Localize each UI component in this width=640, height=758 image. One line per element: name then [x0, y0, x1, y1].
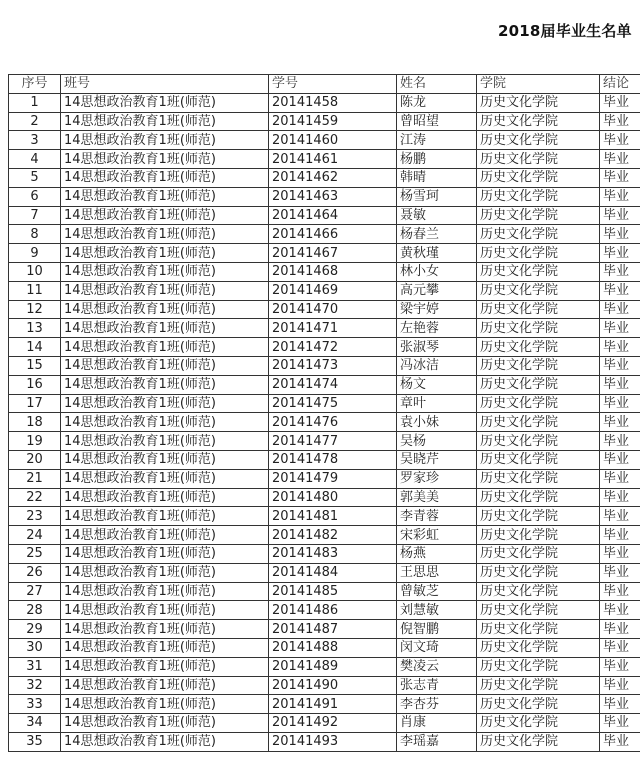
- cell-result: 毕业: [600, 356, 640, 375]
- table-row: [9, 225, 640, 244]
- cell-college: 历史文化学院: [477, 714, 600, 733]
- cell-result: 毕业: [600, 281, 640, 300]
- cell-student-id: 20141459: [269, 112, 397, 131]
- table-row: [9, 281, 640, 300]
- cell-result: 毕业: [600, 695, 640, 714]
- table-row: [9, 413, 640, 432]
- cell-seq: 5: [9, 168, 61, 187]
- cell-result: 毕业: [600, 244, 640, 263]
- cell-student-id: 20141488: [269, 638, 397, 657]
- cell-seq: 28: [9, 601, 61, 620]
- cell-name: 章叶: [397, 394, 477, 413]
- cell-class: 14思想政治教育1班(师范): [61, 225, 269, 244]
- table-row: [9, 168, 640, 187]
- cell-seq: 10: [9, 262, 61, 281]
- header-class: 班号: [61, 75, 269, 94]
- table-row: [9, 150, 640, 169]
- cell-student-id: 20141470: [269, 300, 397, 319]
- cell-student-id: 20141493: [269, 732, 397, 751]
- cell-class: 14思想政治教育1班(师范): [61, 695, 269, 714]
- cell-student-id: 20141464: [269, 206, 397, 225]
- table-row: [9, 714, 640, 733]
- cell-college: 历史文化学院: [477, 413, 600, 432]
- cell-class: 14思想政治教育1班(师范): [61, 657, 269, 676]
- cell-seq: 27: [9, 582, 61, 601]
- cell-class: 14思想政治教育1班(师范): [61, 488, 269, 507]
- cell-class: 14思想政治教育1班(师范): [61, 168, 269, 187]
- cell-student-id: 20141483: [269, 544, 397, 563]
- cell-name: 杨春兰: [397, 225, 477, 244]
- table-row: [9, 620, 640, 639]
- cell-result: 毕业: [600, 131, 640, 150]
- cell-college: 历史文化学院: [477, 262, 600, 281]
- table-row: [9, 375, 640, 394]
- cell-result: 毕业: [600, 225, 640, 244]
- cell-college: 历史文化学院: [477, 187, 600, 206]
- cell-name: 曾昭望: [397, 112, 477, 131]
- cell-result: 毕业: [600, 657, 640, 676]
- cell-result: 毕业: [600, 413, 640, 432]
- cell-name: 陈龙: [397, 93, 477, 112]
- cell-result: 毕业: [600, 300, 640, 319]
- cell-college: 历史文化学院: [477, 657, 600, 676]
- table-row: [9, 356, 640, 375]
- cell-name: 樊凌云: [397, 657, 477, 676]
- cell-class: 14思想政治教育1班(师范): [61, 281, 269, 300]
- cell-student-id: 20141462: [269, 168, 397, 187]
- cell-college: 历史文化学院: [477, 544, 600, 563]
- cell-result: 毕业: [600, 319, 640, 338]
- cell-result: 毕业: [600, 469, 640, 488]
- cell-seq: 12: [9, 300, 61, 319]
- cell-class: 14思想政治教育1班(师范): [61, 394, 269, 413]
- table-row: [9, 695, 640, 714]
- cell-college: 历史文化学院: [477, 375, 600, 394]
- cell-student-id: 20141485: [269, 582, 397, 601]
- table-row: [9, 206, 640, 225]
- table-row: [9, 582, 640, 601]
- cell-seq: 18: [9, 413, 61, 432]
- cell-student-id: 20141460: [269, 131, 397, 150]
- cell-college: 历史文化学院: [477, 582, 600, 601]
- cell-student-id: 20141489: [269, 657, 397, 676]
- cell-student-id: 20141471: [269, 319, 397, 338]
- cell-class: 14思想政治教育1班(师范): [61, 413, 269, 432]
- cell-class: 14思想政治教育1班(师范): [61, 732, 269, 751]
- cell-seq: 19: [9, 432, 61, 451]
- cell-student-id: 20141482: [269, 526, 397, 545]
- cell-name: 郭美美: [397, 488, 477, 507]
- cell-name: 曾敏芝: [397, 582, 477, 601]
- cell-name: 吴杨: [397, 432, 477, 451]
- cell-result: 毕业: [600, 620, 640, 639]
- cell-name: 左艳蓉: [397, 319, 477, 338]
- table-row: [9, 338, 640, 357]
- cell-class: 14思想政治教育1班(师范): [61, 244, 269, 263]
- table-row: [9, 319, 640, 338]
- cell-result: 毕业: [600, 112, 640, 131]
- cell-name: 韩晴: [397, 168, 477, 187]
- cell-student-id: 20141474: [269, 375, 397, 394]
- cell-college: 历史文化学院: [477, 432, 600, 451]
- cell-class: 14思想政治教育1班(师范): [61, 206, 269, 225]
- cell-name: 黄秋瑾: [397, 244, 477, 263]
- header-seq: 序号: [9, 75, 61, 94]
- cell-seq: 16: [9, 375, 61, 394]
- cell-student-id: 20141478: [269, 450, 397, 469]
- cell-result: 毕业: [600, 206, 640, 225]
- cell-college: 历史文化学院: [477, 488, 600, 507]
- cell-result: 毕业: [600, 526, 640, 545]
- cell-seq: 24: [9, 526, 61, 545]
- cell-name: 冯冰洁: [397, 356, 477, 375]
- cell-student-id: 20141467: [269, 244, 397, 263]
- cell-student-id: 20141484: [269, 563, 397, 582]
- table-row: [9, 563, 640, 582]
- table-row: [9, 488, 640, 507]
- cell-student-id: 20141469: [269, 281, 397, 300]
- cell-college: 历史文化学院: [477, 244, 600, 263]
- cell-class: 14思想政治教育1班(师范): [61, 356, 269, 375]
- cell-college: 历史文化学院: [477, 563, 600, 582]
- cell-class: 14思想政治教育1班(师范): [61, 507, 269, 526]
- cell-student-id: 20141472: [269, 338, 397, 357]
- cell-result: 毕业: [600, 563, 640, 582]
- cell-college: 历史文化学院: [477, 695, 600, 714]
- header-college: 学院: [477, 75, 600, 94]
- cell-college: 历史文化学院: [477, 394, 600, 413]
- cell-college: 历史文化学院: [477, 281, 600, 300]
- cell-seq: 34: [9, 714, 61, 733]
- cell-class: 14思想政治教育1班(师范): [61, 300, 269, 319]
- cell-seq: 9: [9, 244, 61, 263]
- table-row: [9, 300, 640, 319]
- cell-college: 历史文化学院: [477, 225, 600, 244]
- cell-name: 张淑琴: [397, 338, 477, 357]
- cell-class: 14思想政治教育1班(师范): [61, 93, 269, 112]
- cell-seq: 30: [9, 638, 61, 657]
- cell-name: 罗家珍: [397, 469, 477, 488]
- cell-class: 14思想政治教育1班(师范): [61, 187, 269, 206]
- cell-seq: 35: [9, 732, 61, 751]
- header-row: [9, 75, 640, 94]
- cell-college: 历史文化学院: [477, 469, 600, 488]
- cell-student-id: 20141477: [269, 432, 397, 451]
- cell-class: 14思想政治教育1班(师范): [61, 112, 269, 131]
- cell-result: 毕业: [600, 544, 640, 563]
- cell-college: 历史文化学院: [477, 450, 600, 469]
- cell-class: 14思想政治教育1班(师范): [61, 262, 269, 281]
- cell-college: 历史文化学院: [477, 319, 600, 338]
- cell-class: 14思想政治教育1班(师范): [61, 469, 269, 488]
- cell-result: 毕业: [600, 450, 640, 469]
- cell-college: 历史文化学院: [477, 300, 600, 319]
- graduate-roster-table: [8, 74, 640, 752]
- cell-result: 毕业: [600, 582, 640, 601]
- table-row: [9, 432, 640, 451]
- table-row: [9, 657, 640, 676]
- cell-result: 毕业: [600, 375, 640, 394]
- cell-student-id: 20141458: [269, 93, 397, 112]
- cell-name: 杨鹏: [397, 150, 477, 169]
- cell-name: 袁小妹: [397, 413, 477, 432]
- cell-student-id: 20141487: [269, 620, 397, 639]
- table-row: [9, 244, 640, 263]
- cell-name: 聂敏: [397, 206, 477, 225]
- cell-seq: 8: [9, 225, 61, 244]
- cell-class: 14思想政治教育1班(师范): [61, 150, 269, 169]
- cell-result: 毕业: [600, 187, 640, 206]
- cell-result: 毕业: [600, 168, 640, 187]
- cell-seq: 32: [9, 676, 61, 695]
- cell-seq: 2: [9, 112, 61, 131]
- table-row: [9, 676, 640, 695]
- cell-student-id: 20141468: [269, 262, 397, 281]
- cell-student-id: 20141466: [269, 225, 397, 244]
- cell-seq: 23: [9, 507, 61, 526]
- cell-student-id: 20141476: [269, 413, 397, 432]
- cell-seq: 15: [9, 356, 61, 375]
- cell-college: 历史文化学院: [477, 676, 600, 695]
- cell-seq: 3: [9, 131, 61, 150]
- cell-college: 历史文化学院: [477, 526, 600, 545]
- cell-student-id: 20141473: [269, 356, 397, 375]
- table-row: [9, 131, 640, 150]
- table-row: [9, 526, 640, 545]
- cell-class: 14思想政治教育1班(师范): [61, 714, 269, 733]
- table-row: [9, 638, 640, 657]
- table-row: [9, 732, 640, 751]
- cell-student-id: 20141461: [269, 150, 397, 169]
- cell-college: 历史文化学院: [477, 93, 600, 112]
- cell-seq: 4: [9, 150, 61, 169]
- cell-college: 历史文化学院: [477, 601, 600, 620]
- cell-result: 毕业: [600, 93, 640, 112]
- table-row: [9, 544, 640, 563]
- cell-class: 14思想政治教育1班(师范): [61, 338, 269, 357]
- cell-result: 毕业: [600, 338, 640, 357]
- cell-name: 高元攀: [397, 281, 477, 300]
- cell-name: 刘慧敏: [397, 601, 477, 620]
- cell-class: 14思想政治教育1班(师范): [61, 601, 269, 620]
- cell-class: 14思想政治教育1班(师范): [61, 544, 269, 563]
- table-row: [9, 394, 640, 413]
- cell-seq: 14: [9, 338, 61, 357]
- cell-result: 毕业: [600, 714, 640, 733]
- table-row: [9, 93, 640, 112]
- table-row: [9, 450, 640, 469]
- cell-name: 宋彩虹: [397, 526, 477, 545]
- cell-class: 14思想政治教育1班(师范): [61, 450, 269, 469]
- cell-college: 历史文化学院: [477, 356, 600, 375]
- header-name: 姓名: [397, 75, 477, 94]
- cell-student-id: 20141463: [269, 187, 397, 206]
- cell-seq: 7: [9, 206, 61, 225]
- cell-seq: 25: [9, 544, 61, 563]
- cell-student-id: 20141491: [269, 695, 397, 714]
- cell-student-id: 20141475: [269, 394, 397, 413]
- cell-name: 李杏芬: [397, 695, 477, 714]
- cell-college: 历史文化学院: [477, 732, 600, 751]
- header-result: 结论: [600, 75, 640, 94]
- cell-class: 14思想政治教育1班(师范): [61, 620, 269, 639]
- cell-class: 14思想政治教育1班(师范): [61, 375, 269, 394]
- cell-result: 毕业: [600, 262, 640, 281]
- cell-seq: 11: [9, 281, 61, 300]
- cell-college: 历史文化学院: [477, 638, 600, 657]
- cell-seq: 31: [9, 657, 61, 676]
- cell-name: 闵文琦: [397, 638, 477, 657]
- cell-seq: 6: [9, 187, 61, 206]
- cell-class: 14思想政治教育1班(师范): [61, 319, 269, 338]
- cell-result: 毕业: [600, 638, 640, 657]
- cell-seq: 20: [9, 450, 61, 469]
- cell-result: 毕业: [600, 432, 640, 451]
- cell-class: 14思想政治教育1班(师范): [61, 582, 269, 601]
- cell-result: 毕业: [600, 488, 640, 507]
- cell-result: 毕业: [600, 507, 640, 526]
- cell-college: 历史文化学院: [477, 507, 600, 526]
- cell-name: 肖康: [397, 714, 477, 733]
- cell-college: 历史文化学院: [477, 131, 600, 150]
- cell-college: 历史文化学院: [477, 206, 600, 225]
- cell-seq: 26: [9, 563, 61, 582]
- cell-student-id: 20141480: [269, 488, 397, 507]
- cell-college: 历史文化学院: [477, 338, 600, 357]
- cell-name: 杨雪珂: [397, 187, 477, 206]
- table-row: [9, 112, 640, 131]
- cell-result: 毕业: [600, 601, 640, 620]
- cell-seq: 21: [9, 469, 61, 488]
- cell-name: 李瑶嘉: [397, 732, 477, 751]
- document-title: 2018届毕业生名单: [498, 22, 632, 40]
- cell-name: 江涛: [397, 131, 477, 150]
- cell-name: 王思思: [397, 563, 477, 582]
- cell-name: 梁宇婷: [397, 300, 477, 319]
- cell-result: 毕业: [600, 150, 640, 169]
- table-row: [9, 601, 640, 620]
- cell-seq: 29: [9, 620, 61, 639]
- cell-college: 历史文化学院: [477, 168, 600, 187]
- cell-class: 14思想政治教育1班(师范): [61, 563, 269, 582]
- cell-class: 14思想政治教育1班(师范): [61, 676, 269, 695]
- cell-college: 历史文化学院: [477, 620, 600, 639]
- cell-class: 14思想政治教育1班(师范): [61, 638, 269, 657]
- cell-student-id: 20141490: [269, 676, 397, 695]
- cell-name: 林小女: [397, 262, 477, 281]
- cell-seq: 17: [9, 394, 61, 413]
- cell-student-id: 20141492: [269, 714, 397, 733]
- cell-seq: 13: [9, 319, 61, 338]
- cell-class: 14思想政治教育1班(师范): [61, 526, 269, 545]
- cell-college: 历史文化学院: [477, 112, 600, 131]
- cell-name: 杨燕: [397, 544, 477, 563]
- cell-college: 历史文化学院: [477, 150, 600, 169]
- cell-student-id: 20141486: [269, 601, 397, 620]
- cell-name: 张志青: [397, 676, 477, 695]
- cell-name: 倪智鹏: [397, 620, 477, 639]
- cell-result: 毕业: [600, 732, 640, 751]
- cell-name: 李青蓉: [397, 507, 477, 526]
- table-row: [9, 262, 640, 281]
- cell-seq: 1: [9, 93, 61, 112]
- cell-class: 14思想政治教育1班(师范): [61, 432, 269, 451]
- cell-seq: 22: [9, 488, 61, 507]
- cell-seq: 33: [9, 695, 61, 714]
- table-row: [9, 187, 640, 206]
- cell-result: 毕业: [600, 394, 640, 413]
- cell-student-id: 20141479: [269, 469, 397, 488]
- table-row: [9, 469, 640, 488]
- cell-class: 14思想政治教育1班(师范): [61, 131, 269, 150]
- cell-result: 毕业: [600, 676, 640, 695]
- cell-name: 吴晓芹: [397, 450, 477, 469]
- table-row: [9, 507, 640, 526]
- cell-name: 杨文: [397, 375, 477, 394]
- header-student-id: 学号: [269, 75, 397, 94]
- cell-student-id: 20141481: [269, 507, 397, 526]
